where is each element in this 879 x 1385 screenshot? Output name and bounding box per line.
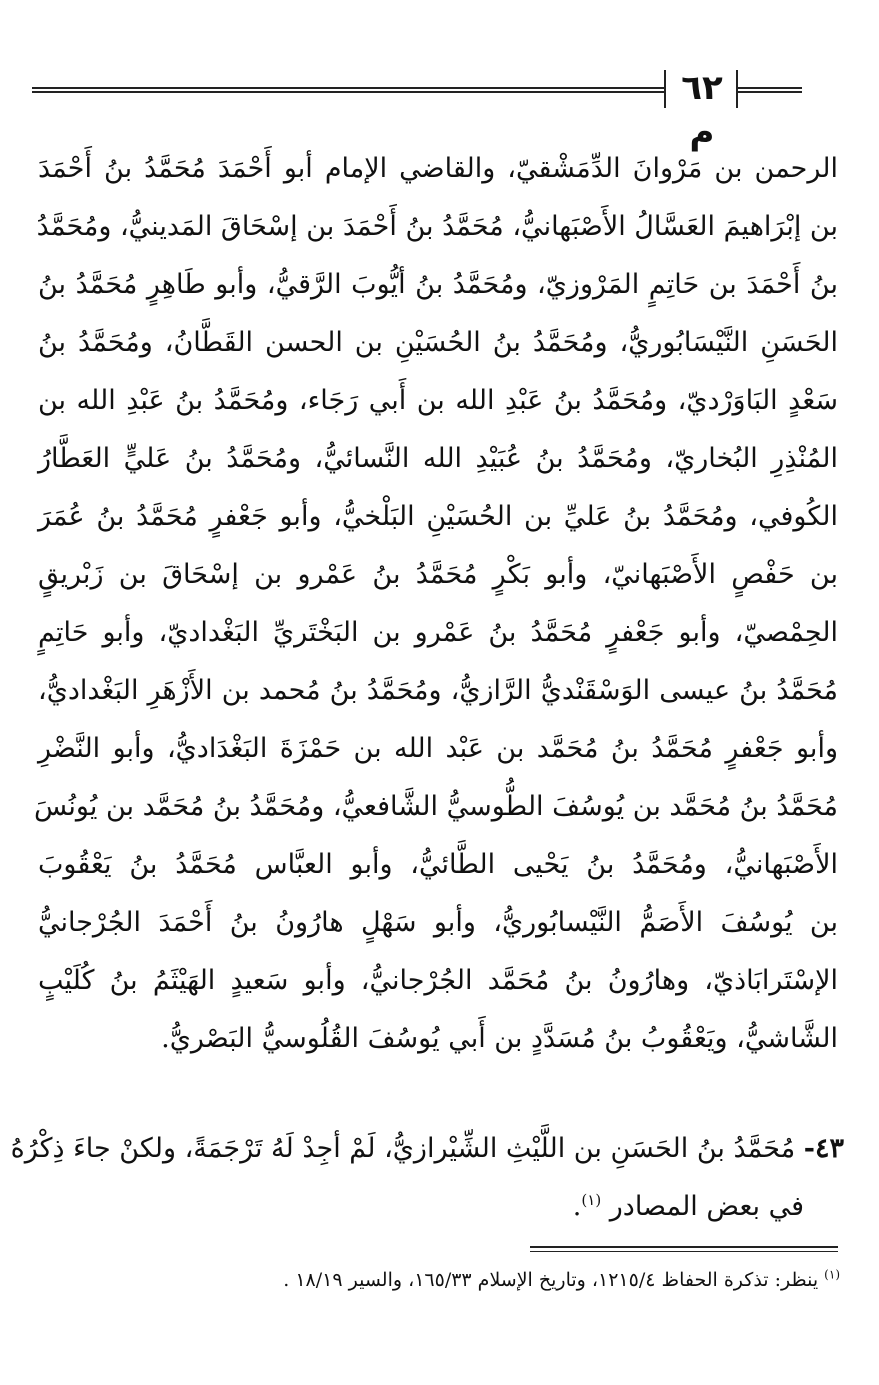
text-line: المُنْذِرِ البُخاريّ، ومُحَمَّدُ بنُ عُبَيْدِ الله النَّسائيُّ، ومُحَمَّدُ بنُ عَليٍّ العَطَّارُ (38, 443, 838, 474)
text-line: الكُوفي، ومُحَمَّدُ بنُ عَليِّ بن الحُسَيْنِ البَلْخيُّ، وأبو جَعْفرٍ مُحَمَّدُ بنُ عُمَرَ (38, 501, 838, 532)
footnote (150, 1264, 840, 1296)
text-line: بن إبْرَاهيمَ العَسَّالُ الأَصْبَهانيُّ، مُحَمَّدُ بنُ أَحْمَدَ بن إسْحَاقَ المَدينيُّ، ومُحَمَّدُ (36, 211, 838, 242)
entry-number: ٤٣- (803, 1133, 844, 1164)
footnote-text: ينظر: تذكرة الحفاظ ١٢١٥/٤، وتاريخ الإسلام ١٦٥/٣٣، والسير ١٨/١٩ . (283, 1269, 819, 1291)
footnote-separator (530, 1246, 838, 1252)
footnote-reference[interactable]: (١) (581, 1191, 602, 1209)
entry-line-second (38, 1178, 844, 1236)
entry-line-first (10, 1120, 844, 1178)
footnote-marker: (١) (824, 1267, 840, 1282)
biography-entry (10, 1120, 844, 1236)
text-line: بن يُوسُفَ الأَصَمُّ النَّيْسابُوريُّ، وأبو سَهْلٍ هارُونُ بنُ أَحْمَدَ الجُرْجانيُّ (38, 907, 838, 938)
text-line: الأَصْبَهانيُّ، ومُحَمَّدُ بنُ يَحْيى الطَّائيُّ، وأبو العبَّاس مُحَمَّدُ بنُ يَعْقُوبَ (38, 849, 838, 880)
entry-text-continued: في بعض المصادر (609, 1191, 804, 1222)
body-text (34, 140, 838, 1068)
header-bar-left (664, 70, 666, 108)
entry-text: مُحَمَّدُ بنُ الحَسَنِ بن اللَّيْثِ الشِّيْرازيُّ، لَمْ أجِدْ لَهُ تَرْجَمَةً، ولكنْ جاءَ ذِكْرُهُ (10, 1133, 796, 1164)
header-rule-long (32, 87, 664, 93)
text-line: الشَّاشيُّ، ويَعْقُوبُ بنُ مُسَدَّدٍ بن أَبي يُوسُفَ القُلُوسيُّ البَصْريُّ. (161, 1023, 838, 1054)
header-rule-short (738, 87, 802, 93)
text-line: بن حَفْصٍ الأَصْبَهانيّ، وأبو بَكْرٍ مُحَمَّدُ بنُ عَمْرو بن إسْحَاقَ بن زَبْريقٍ (38, 559, 838, 590)
text-line: الحِمْصيّ، وأبو جَعْفرٍ مُحَمَّدُ بنُ عَمْرو بن البَخْتَريِّ البَغْداديّ، وأبو حَاتِمٍ (38, 617, 838, 648)
text-line: بنُ أَحْمَدَ بن حَاتِمٍ المَرْوزيّ، ومُحَمَّدُ بنُ أيُّوبَ الرَّقيُّ، وأبو طَاهِرٍ مُحَمَّدُ بنُ (38, 269, 838, 300)
text-line: مُحَمَّدُ بنُ عيسى الوَسْقَنْديُّ الرَّازيُّ، ومُحَمَّدُ بنُ مُحمد بن الأَزْهَرِ البَغْداديُّ، (38, 675, 838, 706)
text-line: وأبو جَعْفرٍ مُحَمَّدُ بنُ مُحَمَّد بن عَبْد الله بن حَمْزَةَ البَغْدَاديُّ، وأبو النَّضْرِ (38, 733, 838, 764)
text-line: الحَسَنِ النَّيْسَابُوريُّ، ومُحَمَّدُ بنُ الحُسَيْنِ بن الحسن القَطَّانُ، ومُحَمَّدُ بنُ (38, 327, 838, 358)
text-line: سَعْدٍ البَاوَرْديّ، ومُحَمَّدُ بنُ عَبْدِ الله بن أَبي رَجَاء، ومُحَمَّدُ بنُ عَبْدِ الله بن (38, 385, 838, 416)
text-line: الرحمن بن مَرْوانَ الدِّمَشْقيّ، والقاضي الإمام أبو أَحْمَدَ مُحَمَّدُ بنُ أَحْمَدَ (38, 153, 838, 184)
page-number: ٦٢ م (681, 68, 723, 152)
page-header (32, 62, 802, 152)
text-line: مُحَمَّدُ بنُ مُحَمَّد بن يُوسُفَ الطُّوسيُّ الشَّافعيُّ، ومُحَمَّدُ بنُ مُحَمَّد بن يُونُسَ (34, 791, 838, 822)
entry-text-end: . (572, 1191, 582, 1222)
text-line: الإسْتَرابَاذيّ، وهارُونُ بنُ مُحَمَّد الجُرْجانيُّ، وأبو سَعيدٍ الهَيْثَمُ بنُ كُلَيْبٍ (38, 965, 838, 996)
